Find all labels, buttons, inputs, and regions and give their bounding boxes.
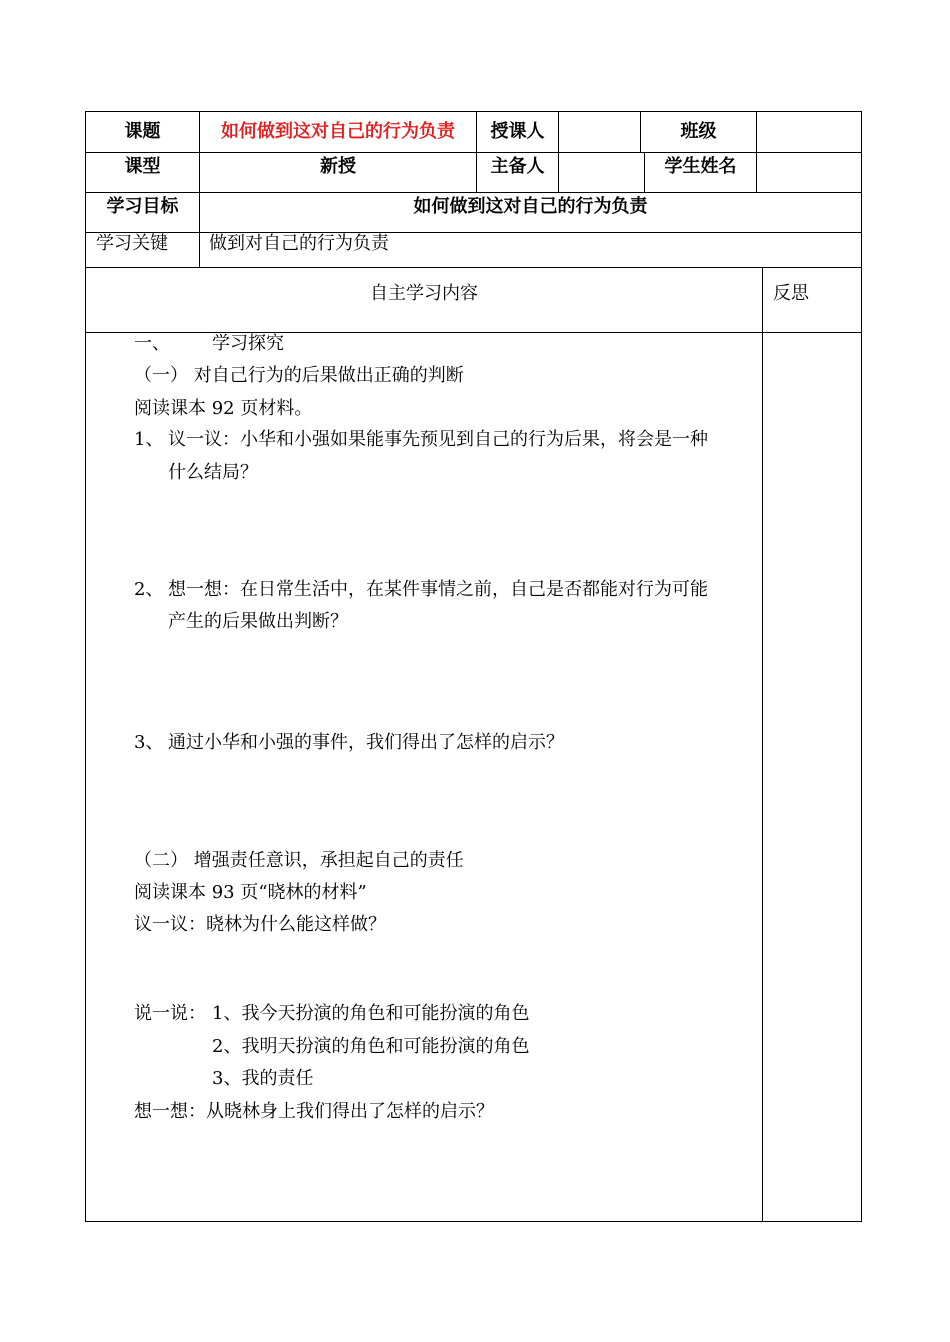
table-rule-row2	[85, 192, 862, 193]
class-label: 班级	[680, 121, 717, 142]
goal-label: 学习目标	[106, 196, 179, 217]
reading-instruction-1: 阅读课本 92 页材料。	[134, 398, 313, 419]
say-item-3: 3、我的责任	[212, 1068, 314, 1089]
table-border-top	[85, 111, 862, 112]
part1-title: 学习探究	[212, 333, 284, 354]
part1-number: 一、	[134, 333, 170, 354]
lead-label: 主备人	[490, 156, 545, 177]
question-3-line1: 通过小华和小强的事件，我们得出了怎样的启示？	[168, 732, 564, 753]
say-item-2: 2、我明天扮演的角色和可能扮演的角色	[212, 1036, 530, 1057]
key-value: 做到对自己的行为负责	[209, 233, 389, 254]
table-rule-row4	[85, 267, 862, 268]
table-border-bottom	[85, 1221, 862, 1222]
content-header: 自主学习内容	[370, 283, 478, 304]
question-2-line1: 想一想：在日常生活中，在某件事情之前，自己是否都能对行为可能	[168, 579, 708, 600]
teacher-label: 授课人	[490, 121, 545, 142]
subsection-1-title: （一） 对自己行为的后果做出正确的判断	[134, 365, 464, 386]
key-label: 学习关键	[96, 233, 168, 254]
question-3-number: 3、	[134, 732, 164, 753]
topic-label: 课题	[124, 121, 161, 142]
question-1-number: 1、	[134, 429, 164, 450]
table-reflection-divider	[762, 267, 763, 1222]
subsection-2-title: （二） 增强责任意识，承担起自己的责任	[134, 850, 464, 871]
say-prompt-label: 说一说：	[134, 1003, 206, 1024]
type-value: 新授	[320, 156, 356, 177]
discussion-prompt: 议一议：晓林为什么能这样做？	[134, 914, 386, 935]
question-2-number: 2、	[134, 579, 164, 600]
table-rule-row3	[85, 232, 862, 233]
reading-instruction-2: 阅读课本 93 页“晓林的材料”	[134, 882, 367, 903]
table-border-left	[85, 111, 86, 1222]
question-2-line2: 产生的后果做出判断？	[168, 611, 348, 632]
question-1-line1: 议一议：小华和小强如果能事先预见到自己的行为后果，将会是一种	[168, 429, 708, 450]
goal-value: 如何做到这对自己的行为负责	[413, 196, 648, 217]
table-col-divider-b	[558, 111, 559, 193]
think-prompt: 想一想：从晓林身上我们得出了怎样的启示？	[134, 1101, 494, 1122]
say-item-1: 1、我今天扮演的角色和可能扮演的角色	[212, 1003, 530, 1024]
table-col-divider-d	[756, 111, 757, 193]
reflection-header: 反思	[773, 283, 809, 304]
type-label: 课型	[124, 156, 161, 177]
question-1-line2: 什么结局？	[168, 462, 258, 483]
student-name-label: 学生姓名	[664, 156, 737, 177]
table-rule-row1	[85, 152, 862, 153]
table-rule-row5	[85, 332, 862, 333]
topic-value: 如何做到这对自己的行为负责	[221, 121, 455, 142]
table-border-right	[861, 111, 862, 1222]
